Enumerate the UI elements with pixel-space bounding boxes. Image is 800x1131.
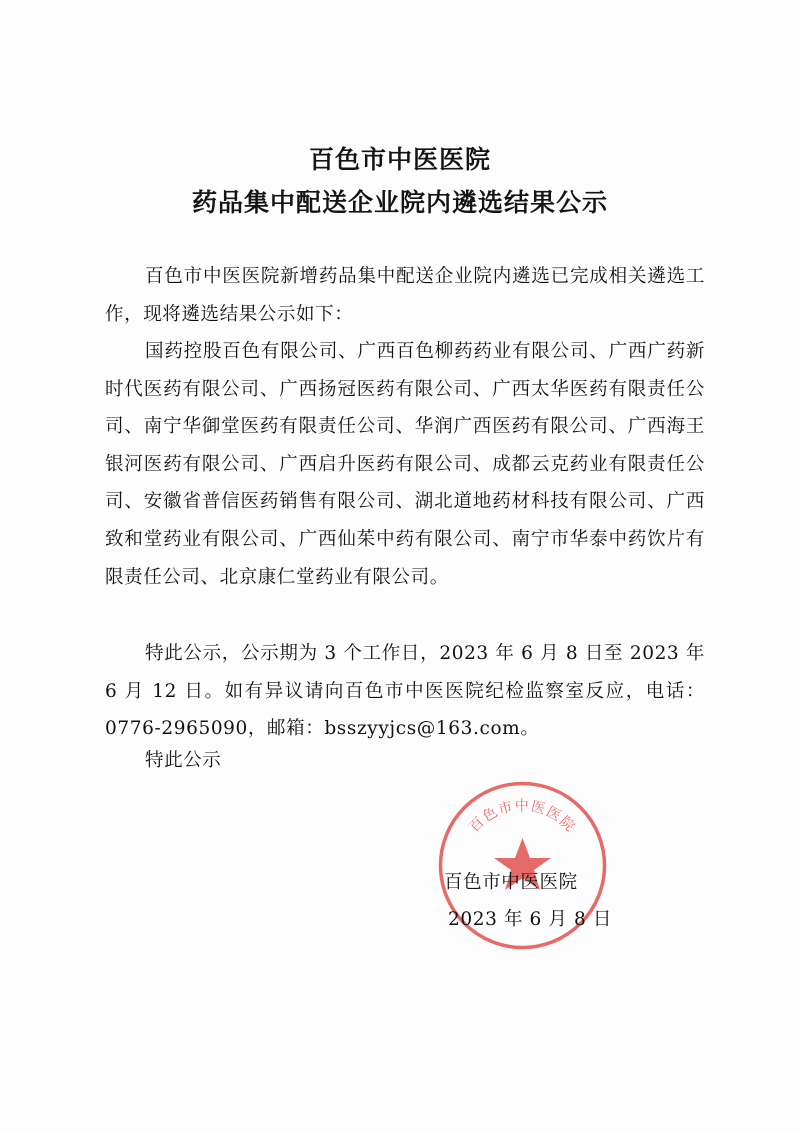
signature-organization: 百色市中医医院 xyxy=(444,872,578,893)
document-title-line1: 百色市中医医院 xyxy=(308,145,491,174)
seal-ring-text: 百色市中医医院 xyxy=(466,798,579,836)
signature-date: 2023 年 6 月 8 日 xyxy=(448,909,612,930)
companies-paragraph: 国药控股百色有限公司、广西百色柳药药业有限公司、广西广药新时代医药有限公司、广西扬冠医药有限公司、广西太华医药有限责任公司、南宁华御堂医药有限责任公司、华润广西医药有限公司、广西海王银河医药有限公司、广西启升医药有限公司、成都云克药业有限责任公司、安徽省普信医药销售有限公司、湖北道地药材科技有限公司、广西致和堂药业有限公司、广西仙茱中药有限公司、南宁市华泰中药饮片有限责任公司、北京康仁堂药业有限公司。 xyxy=(105,341,705,588)
svg-text:百色市中医医院 xyxy=(467,797,579,835)
intro-paragraph: 百色市中医医院新增药品集中配送企业院内遴选已完成相关遴选工作，现将遴选结果公示如下： xyxy=(105,266,705,325)
notice-paragraph: 特此公示，公示期为 3 个工作日，2023 年 6 月 8 日至 2023 年 6 月 12 日。如有异议请向百色市中医医院纪检监察室反应，电话：0776-2965090，邮箱：bsszyyjcs@163.com。 xyxy=(105,643,705,740)
closing-text: 特此公示 xyxy=(145,750,222,771)
document-title-line2: 药品集中配送企业院内遴选结果公示 xyxy=(191,188,608,217)
